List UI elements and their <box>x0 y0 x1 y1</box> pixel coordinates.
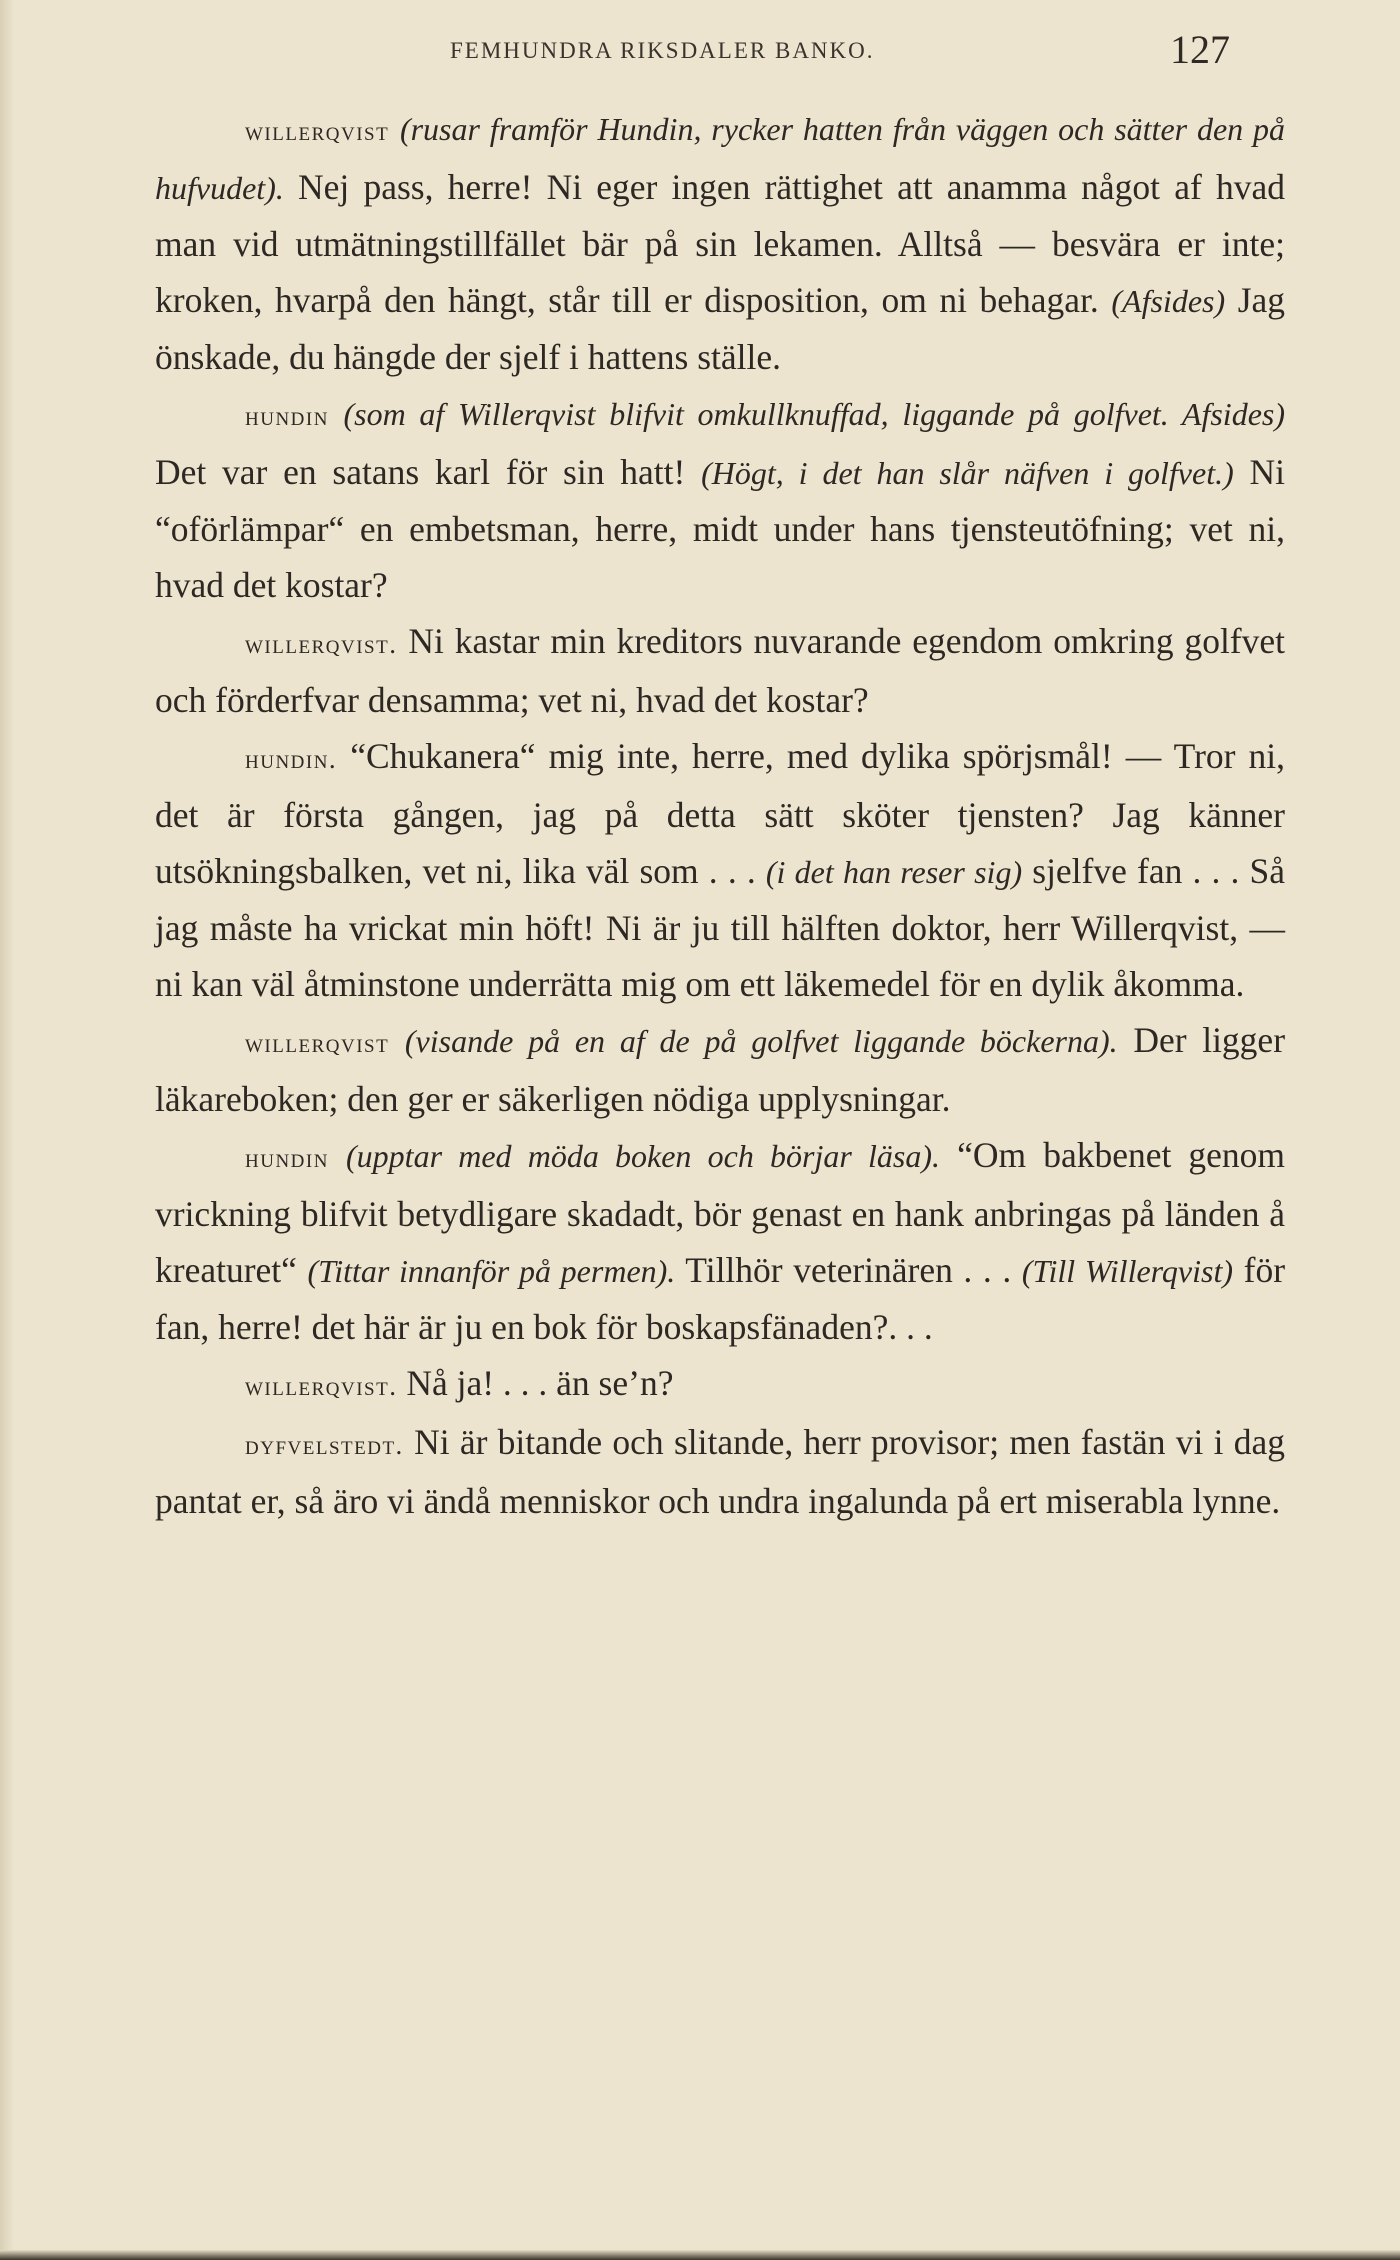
dialogue-text: Ni kastar min kreditors nuvarande egendom omkring golfvet och förderfvar densamma; vet ni, hvad det kostar? <box>155 621 1285 720</box>
paragraph-4 <box>155 728 1285 1012</box>
paragraph-1 <box>155 100 1285 385</box>
paragraph-7 <box>155 1355 1285 1414</box>
dialogue-text: “Om bakbenet genom vrickning blifvit betydligare skadadt, bör genast en hank anbringas på länden å kreaturet“ <box>155 1135 1286 1290</box>
paragraph-2 <box>155 385 1285 613</box>
paragraph-5 <box>155 1012 1285 1127</box>
page-edge-bottom <box>0 2250 1400 2260</box>
page-header <box>150 26 1270 76</box>
speaker-name: dyfvelstedt. <box>245 1430 404 1460</box>
speaker-name: hundin. <box>245 744 338 774</box>
stage-direction: (Tittar innanför på permen). <box>307 1253 676 1289</box>
paragraph-8 <box>155 1414 1285 1529</box>
dialogue-text: “Chukanera“ mig inte, herre, med dylika spörjsmål! — Tror ni, det är första gången, jag på detta sätt sköter tjensten? Jag känner utsökningsbalken, vet ni, lika väl som . . . <box>155 736 1285 891</box>
stage-direction: (Afsides) <box>1111 283 1226 319</box>
dialogue-text: för fan, herre! det här är ju en bok för boskapsfänaden?. . . <box>155 1250 1286 1347</box>
page-number: 127 <box>1170 27 1230 72</box>
dialogue-text: Ni “oförlämpar“ en embetsman, herre, midt under hans tjensteutöfning; vet ni, hvad det kostar? <box>155 452 1286 605</box>
running-head: FEMHUNDRA RIKSDALER BANKO. <box>450 38 875 63</box>
speaker-name: hundin <box>245 401 329 431</box>
dialogue-text: Ni är bitande och slitande, herr provisor; men fastän vi i dag pantat er, så äro vi ändå menniskor och undra ingalunda på ert miserabla lynne. <box>155 1422 1285 1521</box>
stage-direction: (visande på en af de på golfvet liggande böckerna). <box>404 1023 1118 1059</box>
stage-direction: (Till Willerqvist) <box>1021 1253 1234 1289</box>
dialogue-text: Nå ja! . . . än se’n? <box>406 1363 674 1403</box>
speaker-name: willerqvist. <box>245 1371 398 1401</box>
speaker-name: hundin <box>245 1143 329 1173</box>
paragraph-3 <box>155 613 1285 728</box>
stage-direction: (rusar framför Hundin, rycker hatten från väggen och sätter den på hufvudet). <box>155 111 1286 206</box>
stage-direction: (Högt, i det han slår näfven i golfvet.) <box>701 455 1234 491</box>
dialogue-text: Tillhör veterinären . . . <box>685 1250 1012 1290</box>
speaker-name: willerqvist. <box>245 629 398 659</box>
dialogue-text: Der ligger läkareboken; den ger er säkerligen nödiga upplysningar. <box>155 1020 1286 1119</box>
dialogue-text: Jag önskade, du hängde der sjelf i hattens ställe. <box>155 280 1286 377</box>
stage-direction: (upptar med möda boken och börjar läsa). <box>346 1138 941 1174</box>
stage-direction: (i det han reser sig) <box>765 854 1023 890</box>
dialogue-text: sjelfve fan . . . Så jag måste ha vrickat min höft! Ni är ju till hälften doktor, herr Willerqvist, — ni kan väl åtminstone underrätta mig om ett läkemedel för en dylik åkomma. <box>155 851 1286 1004</box>
paragraph-6 <box>155 1127 1285 1355</box>
dialogue-text: Det var en satans karl för sin hatt! <box>155 452 686 492</box>
stage-direction: (som af Willerqvist blifvit omkullknuffad, liggande på golfvet. Afsides) <box>343 396 1286 432</box>
page-edge-left <box>0 0 14 2260</box>
body-text <box>155 100 1285 1529</box>
dialogue-text: Nej pass, herre! Ni eger ingen rättighet att anamma något af hvad man vid utmätningstillfället bär på sin lekamen. Alltså — besvära er inte; kroken, hvarpå den hängt, står till er disposition, om ni behagar. <box>155 167 1286 320</box>
speaker-name: willerqvist <box>245 116 390 146</box>
speaker-name: willerqvist <box>245 1028 390 1058</box>
